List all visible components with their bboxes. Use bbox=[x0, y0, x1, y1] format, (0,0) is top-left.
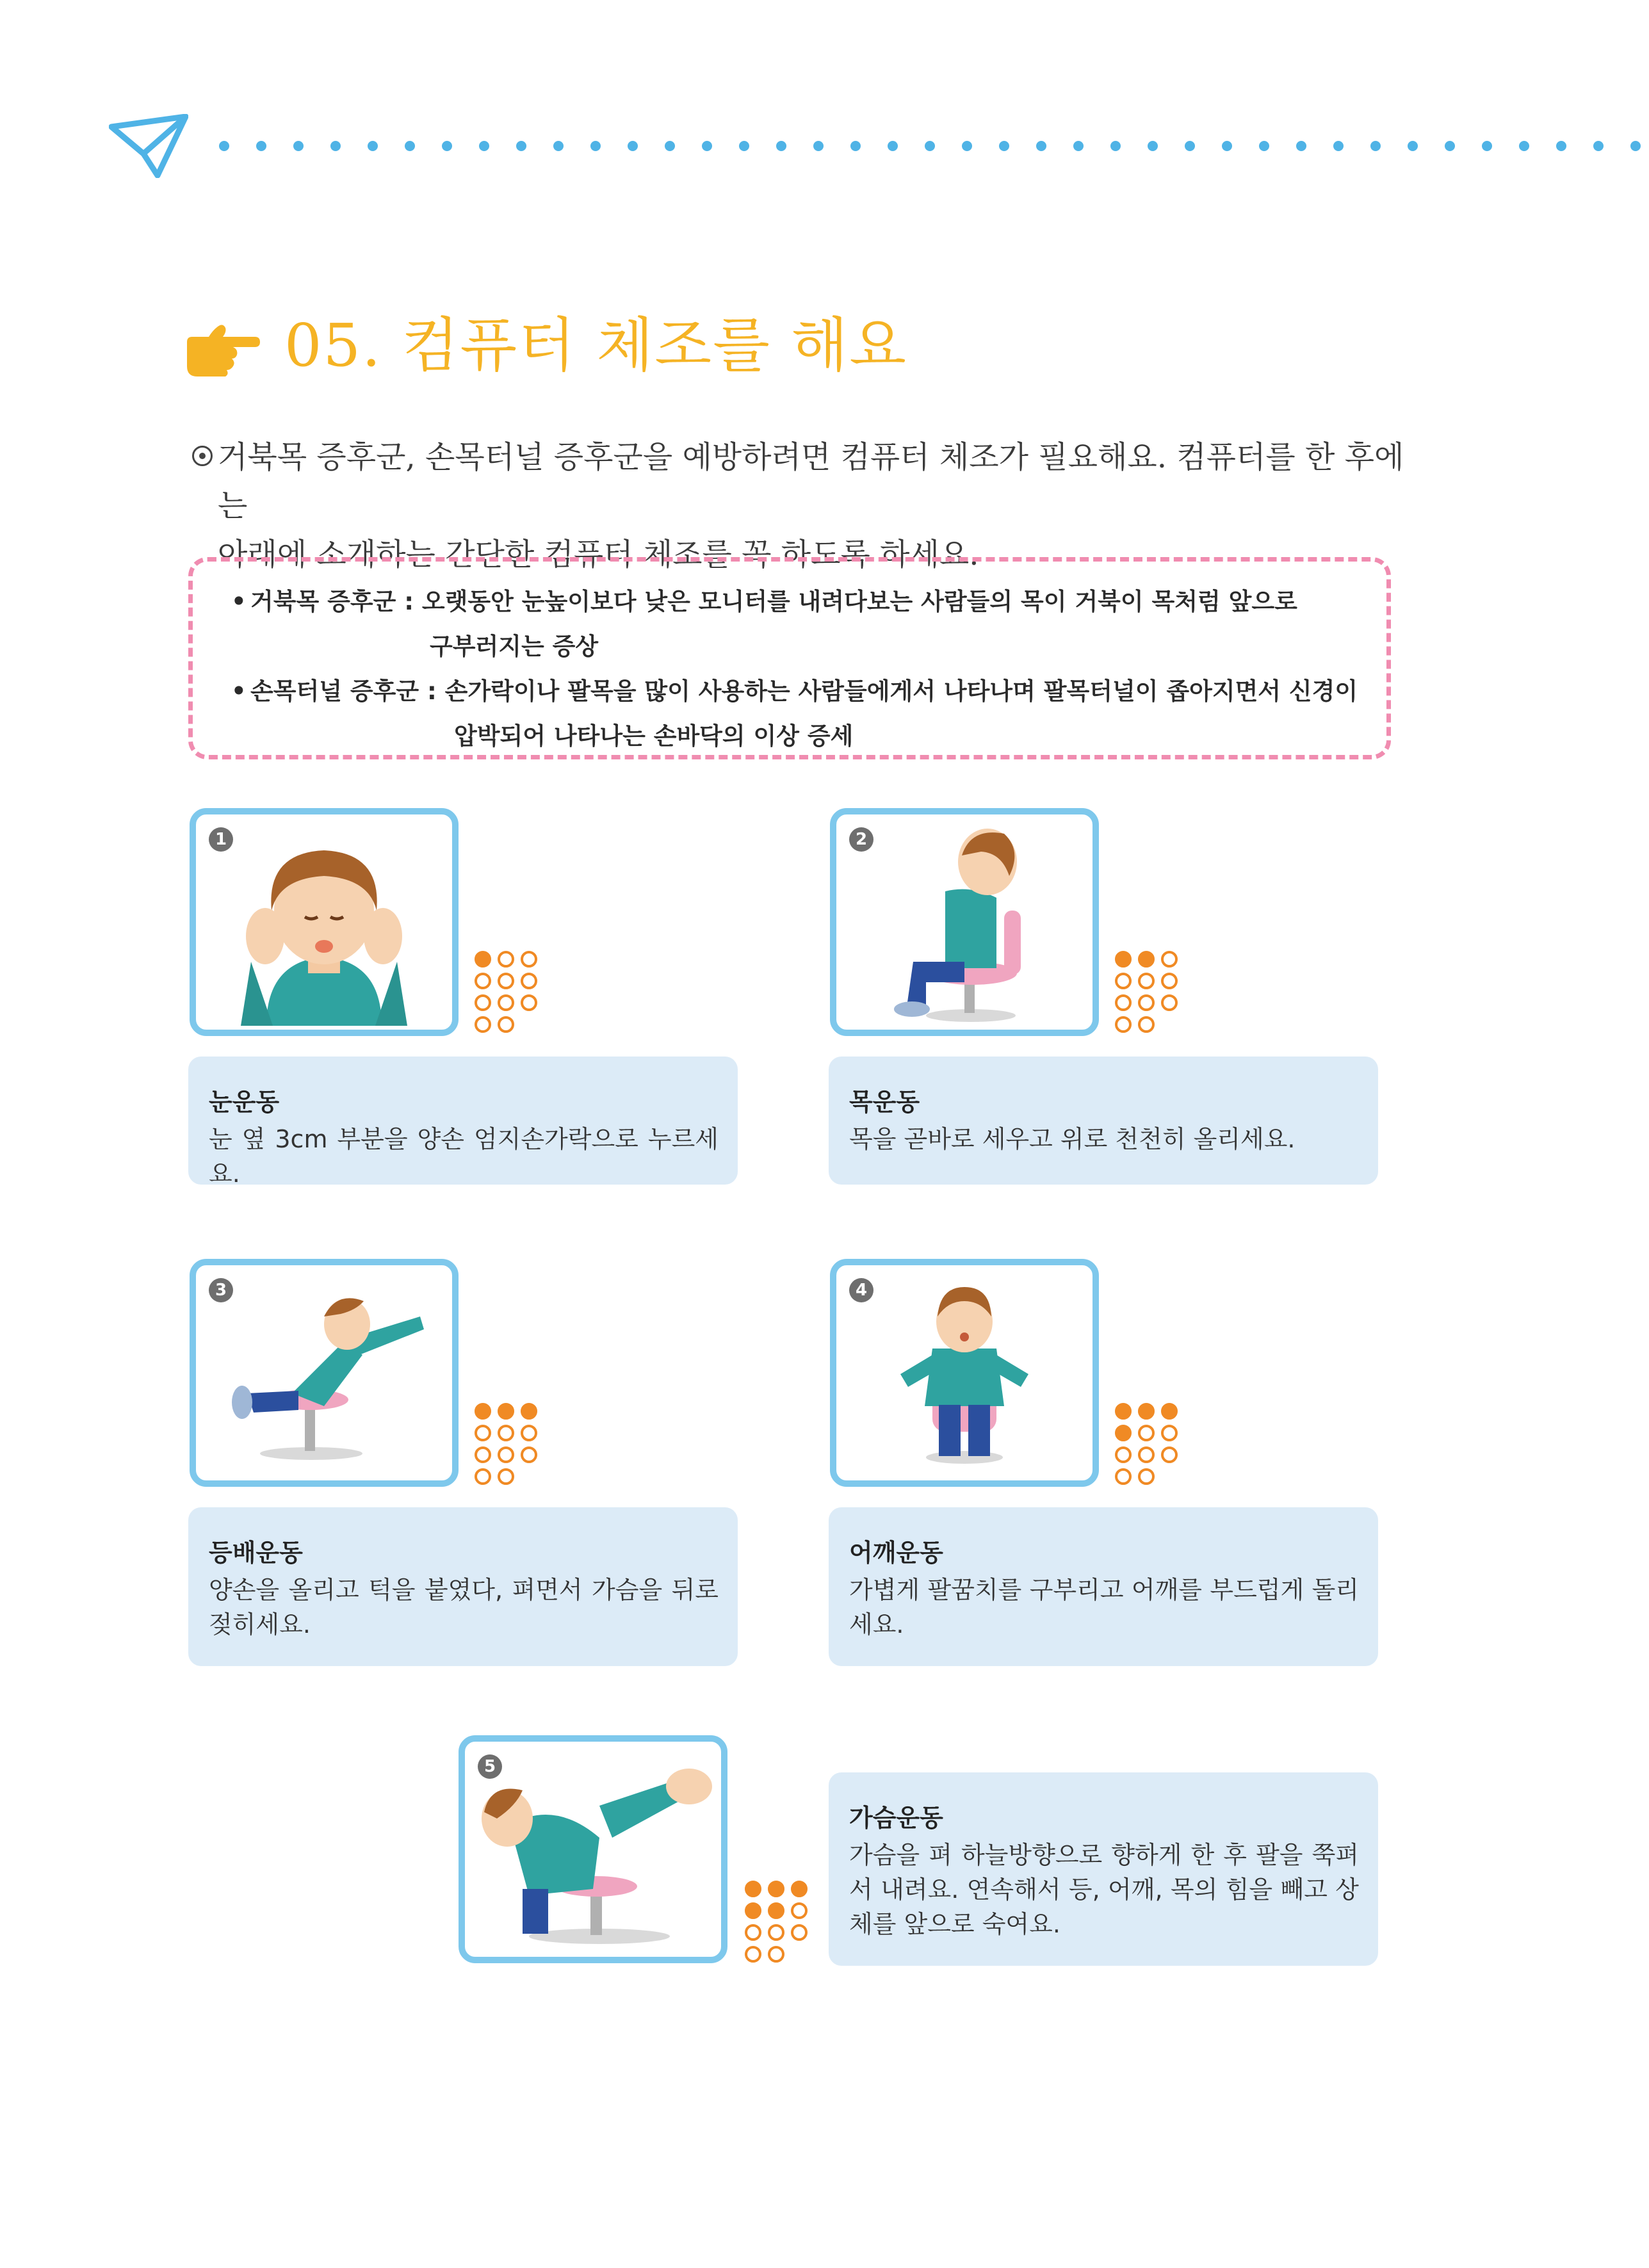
divider-dot bbox=[1259, 141, 1269, 151]
progress-dot-empty bbox=[769, 1925, 783, 1940]
progress-dot-empty bbox=[476, 974, 490, 988]
progress-dots bbox=[473, 950, 543, 1033]
progress-dot-empty bbox=[522, 1448, 536, 1462]
progress-dot-filled bbox=[476, 1404, 490, 1418]
definition-term: 거북목 증후군 : bbox=[250, 588, 414, 615]
divider-dot bbox=[1630, 141, 1641, 151]
divider-dot bbox=[1036, 141, 1046, 151]
progress-dot-empty bbox=[1139, 1017, 1153, 1032]
neck-exercise-illustration bbox=[836, 814, 1093, 1030]
exercise-card bbox=[829, 1772, 1378, 1966]
bullet-dot: • bbox=[231, 588, 247, 615]
progress-dot-filled bbox=[1116, 1404, 1130, 1418]
progress-dot-empty bbox=[476, 996, 490, 1010]
progress-dot-filled bbox=[1116, 952, 1130, 966]
progress-dots bbox=[1113, 950, 1183, 1033]
exercise-picture-frame bbox=[190, 808, 459, 1036]
divider-dot bbox=[1482, 141, 1492, 151]
paper-plane-icon bbox=[109, 114, 188, 178]
divider-dot bbox=[1445, 141, 1455, 151]
progress-dot-empty bbox=[1162, 996, 1176, 1010]
divider-dot bbox=[1185, 141, 1195, 151]
progress-dot-filled bbox=[746, 1882, 760, 1896]
exercise-title: 가슴운동 bbox=[849, 1804, 943, 1832]
divider-dot bbox=[1222, 141, 1232, 151]
progress-dot-empty bbox=[522, 952, 536, 966]
divider-dot bbox=[330, 141, 341, 151]
progress-dot-empty bbox=[476, 1448, 490, 1462]
progress-dot-empty bbox=[522, 974, 536, 988]
divider-dot bbox=[442, 141, 452, 151]
progress-dot-empty bbox=[499, 1470, 513, 1484]
progress-dot-empty bbox=[1116, 974, 1130, 988]
exercise-title: 목운동 bbox=[849, 1088, 920, 1116]
progress-dot-filled bbox=[476, 952, 490, 966]
pointing-hand-icon bbox=[183, 318, 261, 379]
progress-dots bbox=[473, 1402, 543, 1486]
progress-dot-empty bbox=[476, 1017, 490, 1032]
divider-dot bbox=[962, 141, 972, 151]
dotted-divider bbox=[218, 140, 1649, 152]
exercise-card bbox=[829, 1057, 1378, 1185]
definition-text: 손가락이나 팔목을 많이 사용하는 사람들에게서 나타나며 팔목터널이 좁아지면서 신경이 bbox=[444, 677, 1358, 705]
eye-exercise-illustration bbox=[196, 814, 452, 1030]
progress-dot-filled bbox=[1116, 1426, 1130, 1440]
exercise-description: 가슴을 펴 하늘방향으로 향하게 한 후 팔을 쭉펴서 내려요. 연속해서 등, 어깨, 목의 힘을 빼고 상체를 앞으로 숙여요. bbox=[849, 1841, 1359, 1938]
divider-dot bbox=[925, 141, 935, 151]
divider-dot bbox=[1408, 141, 1418, 151]
divider-dot bbox=[553, 141, 564, 151]
progress-dot-filled bbox=[792, 1882, 806, 1896]
divider-dot bbox=[1370, 141, 1381, 151]
progress-dot-filled bbox=[1139, 1404, 1153, 1418]
progress-dot-empty bbox=[1162, 1448, 1176, 1462]
progress-dot-filled bbox=[769, 1882, 783, 1896]
divider-dot bbox=[516, 141, 526, 151]
target-bullet-icon bbox=[192, 446, 213, 466]
progress-dot-empty bbox=[746, 1925, 760, 1940]
divider-dot bbox=[1296, 141, 1306, 151]
exercise-card bbox=[829, 1507, 1378, 1666]
step-number-badge: 2 bbox=[849, 827, 873, 852]
progress-dot-empty bbox=[792, 1904, 806, 1918]
step-number-badge: 4 bbox=[849, 1278, 873, 1302]
exercise-title: 등배운동 bbox=[209, 1539, 303, 1567]
divider-dot bbox=[256, 141, 266, 151]
progress-dot-empty bbox=[476, 1426, 490, 1440]
shoulder-exercise-illustration bbox=[836, 1265, 1093, 1480]
definition-item bbox=[231, 579, 1297, 624]
progress-dot-filled bbox=[499, 1404, 513, 1418]
divider-dot bbox=[1148, 141, 1158, 151]
divider-dot bbox=[479, 141, 489, 151]
progress-dot-empty bbox=[1139, 1470, 1153, 1484]
step-number-badge: 5 bbox=[478, 1754, 502, 1779]
step-number-badge: 1 bbox=[209, 827, 233, 852]
progress-dot-empty bbox=[499, 974, 513, 988]
page-title: 05. 컴퓨터 체조를 해요 bbox=[284, 311, 908, 380]
divider-dot bbox=[405, 141, 415, 151]
exercise-description: 양손을 올리고 턱을 붙였다, 펴면서 가슴을 뒤로 젖히세요. bbox=[209, 1576, 719, 1639]
exercise-description: 눈 옆 3cm 부분을 양손 엄지손가락으로 누르세요. bbox=[209, 1125, 719, 1188]
progress-dot-empty bbox=[1162, 974, 1176, 988]
divider-dot bbox=[739, 141, 749, 151]
divider-dot bbox=[1519, 141, 1529, 151]
divider-dot bbox=[1593, 141, 1604, 151]
exercise-picture-frame bbox=[830, 808, 1099, 1036]
progress-dot-empty bbox=[476, 1470, 490, 1484]
progress-dot-filled bbox=[746, 1904, 760, 1918]
definition-text-cont: 구부러지는 증상 bbox=[430, 633, 599, 660]
progress-dot-empty bbox=[499, 1017, 513, 1032]
progress-dot-empty bbox=[769, 1947, 783, 1961]
divider-dot bbox=[1073, 141, 1084, 151]
progress-dot-filled bbox=[1139, 952, 1153, 966]
progress-dot-empty bbox=[1139, 974, 1153, 988]
progress-dot-empty bbox=[1116, 1017, 1130, 1032]
divider-dot bbox=[776, 141, 786, 151]
definition-term: 손목터널 증후군 : bbox=[250, 677, 437, 705]
divider-dot bbox=[850, 141, 861, 151]
divider-dot bbox=[219, 141, 229, 151]
progress-dot-empty bbox=[1116, 1470, 1130, 1484]
progress-dot-empty bbox=[499, 996, 513, 1010]
back-stretch-illustration bbox=[196, 1265, 452, 1480]
divider-dot bbox=[813, 141, 824, 151]
progress-dot-empty bbox=[522, 1426, 536, 1440]
divider-dot bbox=[999, 141, 1009, 151]
definition-item bbox=[231, 669, 1358, 714]
exercise-picture-frame bbox=[190, 1259, 459, 1487]
progress-dot-filled bbox=[769, 1904, 783, 1918]
bullet-dot: • bbox=[231, 677, 247, 705]
progress-dot-empty bbox=[746, 1947, 760, 1961]
progress-dots bbox=[743, 1880, 813, 1963]
progress-dot-empty bbox=[1162, 1426, 1176, 1440]
divider-dot bbox=[368, 141, 378, 151]
divider-dot bbox=[702, 141, 712, 151]
definition-text: 오랫동안 눈높이보다 낮은 모니터를 내려다보는 사람들의 목이 거북이 목처럼 앞으로 bbox=[421, 588, 1297, 615]
progress-dot-empty bbox=[1162, 952, 1176, 966]
intro-line-2: 아래에 소개하는 간단한 컴퓨터 체조를 꼭 하도록 하세요. bbox=[218, 537, 979, 572]
exercise-description: 가볍게 팔꿈치를 구부리고 어깨를 부드럽게 돌리세요. bbox=[849, 1576, 1359, 1639]
definition-text-cont: 압박되어 나타나는 손바닥의 이상 증세 bbox=[454, 722, 854, 750]
progress-dot-filled bbox=[1162, 1404, 1176, 1418]
step-number-badge: 3 bbox=[209, 1278, 233, 1302]
progress-dot-empty bbox=[1139, 996, 1153, 1010]
progress-dot-empty bbox=[499, 1448, 513, 1462]
exercise-picture-frame bbox=[459, 1735, 727, 1963]
progress-dot-empty bbox=[1139, 1448, 1153, 1462]
exercise-picture-frame bbox=[830, 1259, 1099, 1487]
intro-line-1: 거북목 증후군, 손목터널 증후군을 예방하려면 컴퓨터 체조가 필요해요. 컴퓨터를 한 후에는 bbox=[218, 439, 1404, 524]
divider-dot bbox=[888, 141, 898, 151]
exercise-title: 눈운동 bbox=[209, 1088, 280, 1116]
progress-dots bbox=[1113, 1402, 1183, 1486]
divider-dot bbox=[1110, 141, 1121, 151]
exercise-title: 어깨운동 bbox=[849, 1539, 943, 1567]
divider-dot bbox=[628, 141, 638, 151]
progress-dot-empty bbox=[1116, 1448, 1130, 1462]
divider-dot bbox=[665, 141, 675, 151]
progress-dot-empty bbox=[1139, 1426, 1153, 1440]
exercise-card bbox=[188, 1507, 738, 1666]
progress-dot-empty bbox=[1116, 996, 1130, 1010]
progress-dot-filled bbox=[522, 1404, 536, 1418]
progress-dot-empty bbox=[522, 996, 536, 1010]
exercise-card bbox=[188, 1057, 738, 1188]
exercise-description: 목을 곧바로 세우고 위로 천천히 올리세요. bbox=[849, 1125, 1296, 1153]
progress-dot-empty bbox=[499, 952, 513, 966]
divider-dot bbox=[293, 141, 304, 151]
divider-dot bbox=[590, 141, 601, 151]
definition-box bbox=[188, 557, 1391, 759]
progress-dot-empty bbox=[499, 1426, 513, 1440]
chest-exercise-illustration bbox=[465, 1742, 721, 1957]
progress-dot-empty bbox=[792, 1925, 806, 1940]
divider-dot bbox=[1556, 141, 1566, 151]
divider-dot bbox=[1333, 141, 1344, 151]
